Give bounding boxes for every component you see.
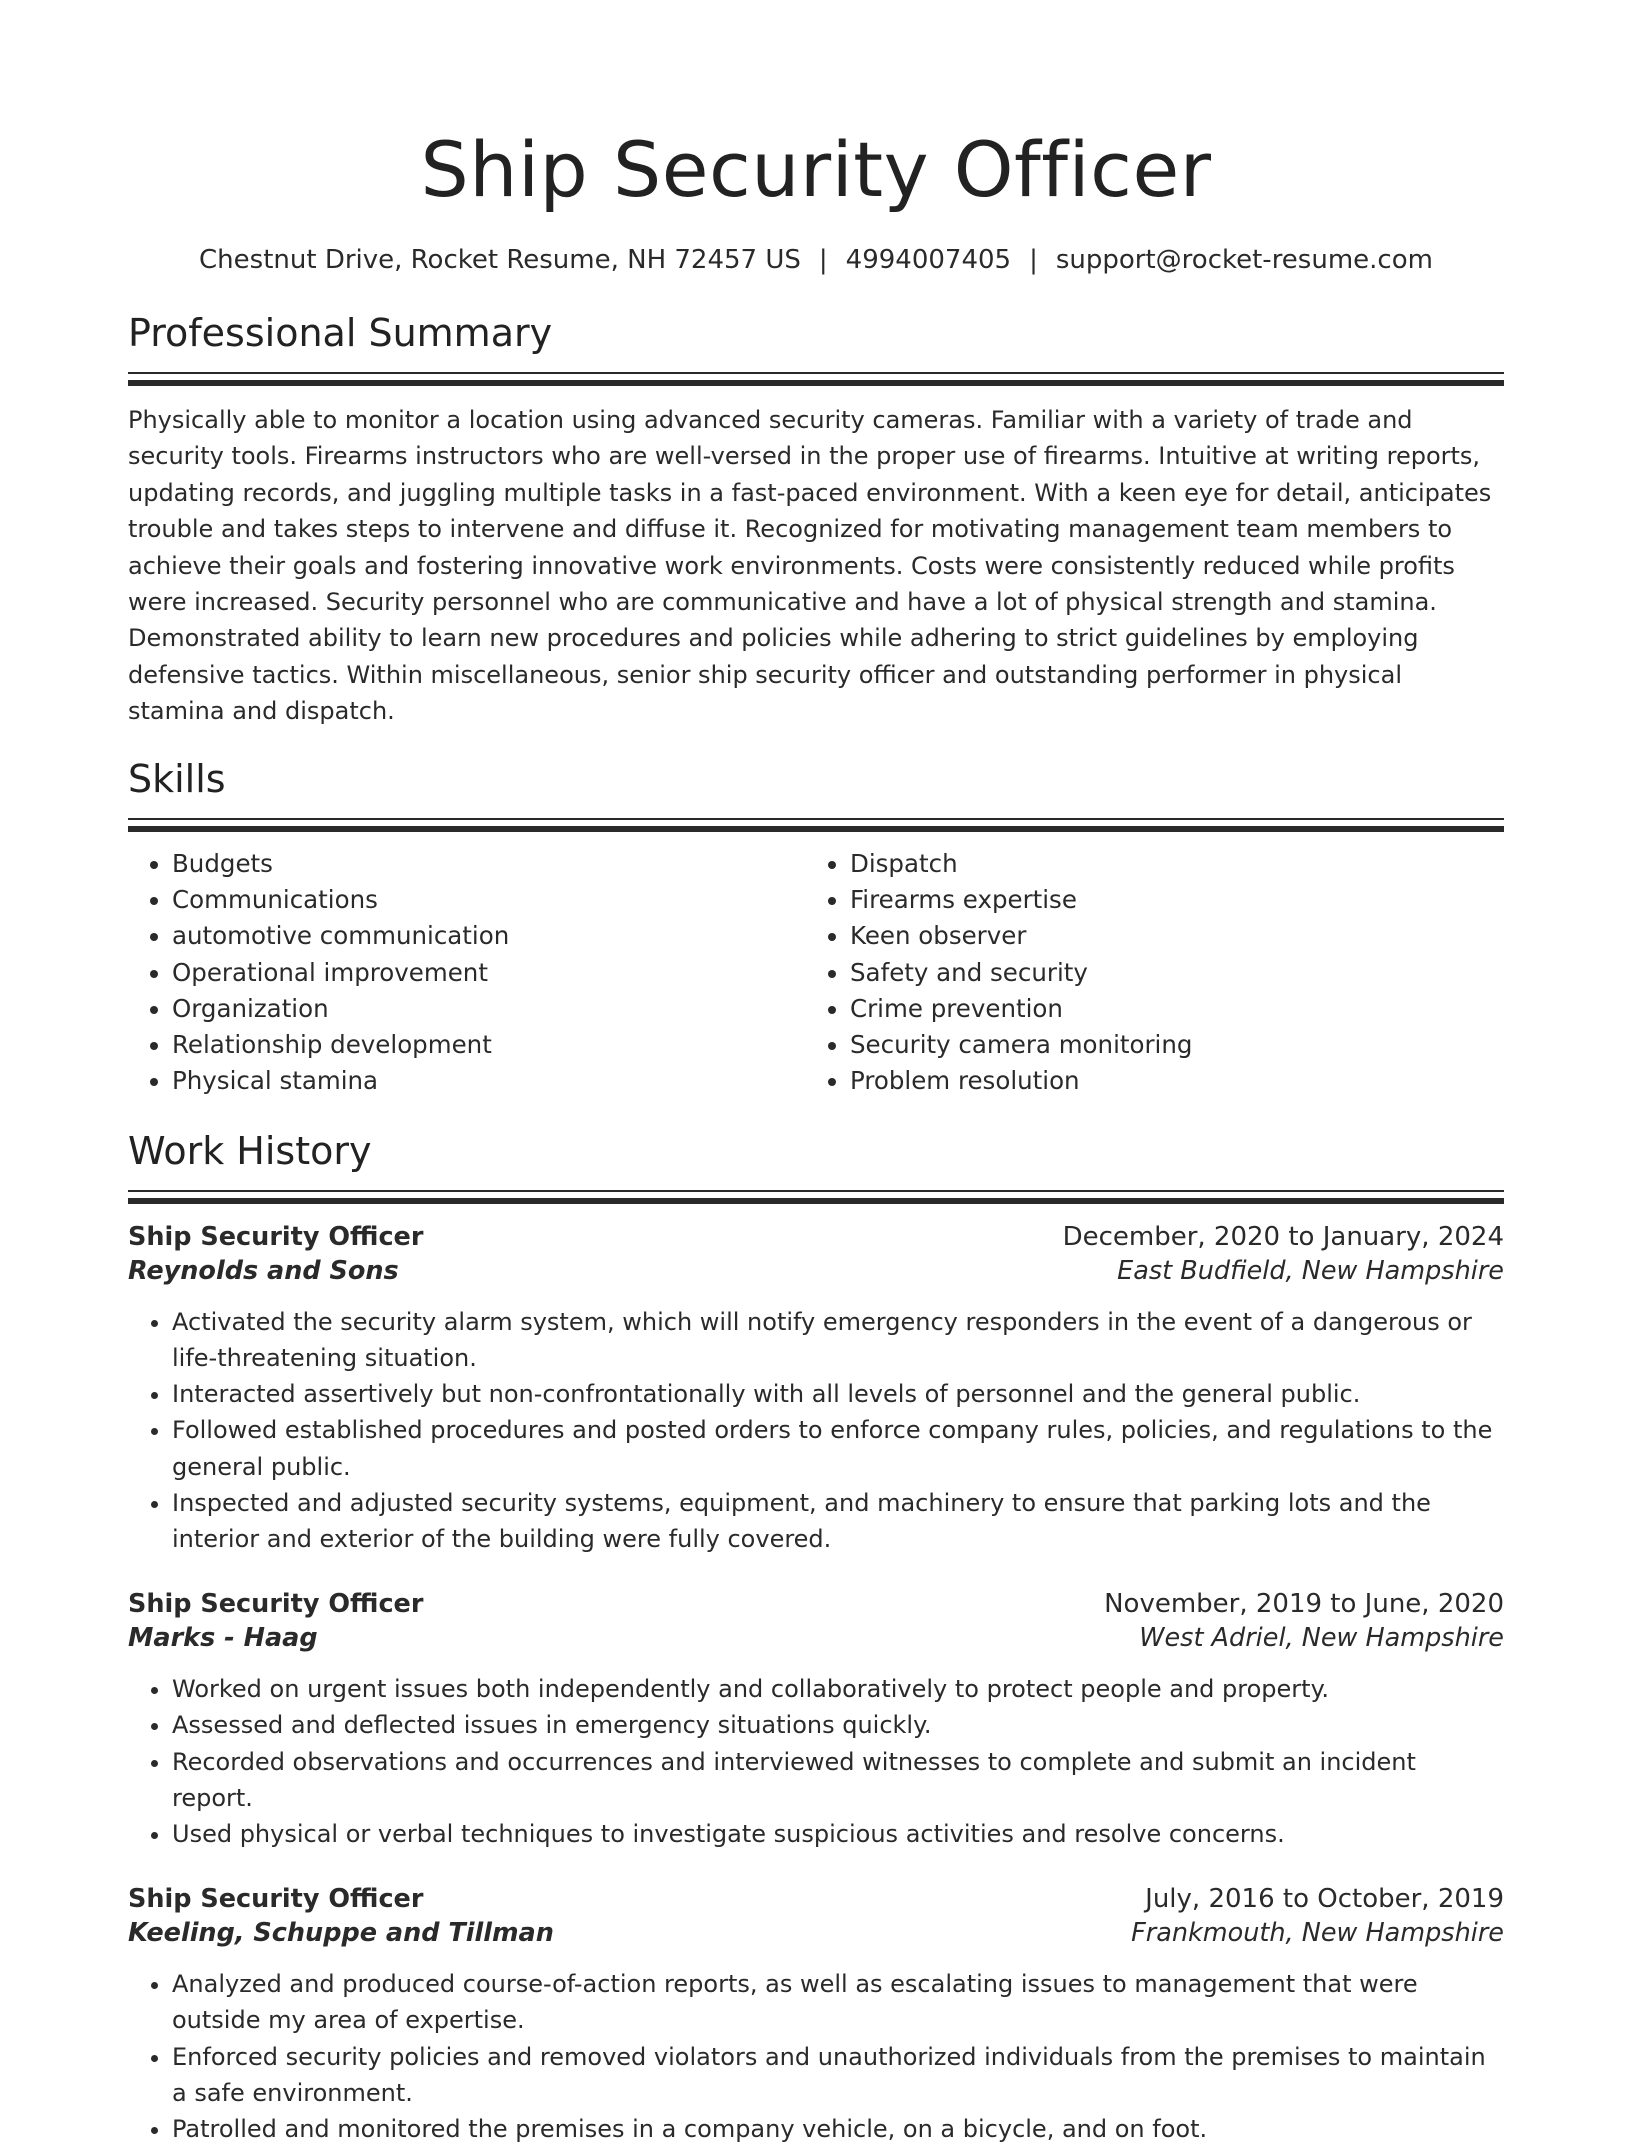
job-title: Ship Security Officer — [128, 1589, 424, 1620]
section-divider — [128, 818, 1504, 832]
job-bullet: • Inspected and adjusted security systems, equipment, and machinery to ensure that parking lots and the interior and exterior of the building were fully covered. — [172, 1485, 1504, 1557]
job-bullet: • Recorded observations and occurrences and interviewed witnesses to complete and submit an incident report. — [172, 1744, 1504, 1816]
contact-address: Chestnut Drive, Rocket Resume, NH 72457 US — [199, 245, 801, 275]
section-title-work-history: Work History — [128, 1128, 372, 1173]
skills-columns — [128, 846, 1504, 1100]
skill-item: • Security camera monitoring — [850, 1027, 1484, 1063]
contact-separator: | — [818, 245, 828, 275]
job-location: East Budfield, New Hampshire — [1117, 1255, 1504, 1286]
contact-phone: 4994007405 — [845, 245, 1012, 275]
skill-item: • Safety and security — [850, 955, 1484, 991]
work-history-section — [128, 1126, 1504, 2147]
section-divider — [128, 1190, 1504, 1204]
skills-list-right — [806, 846, 1484, 1100]
skill-item: • Firearms expertise — [850, 882, 1484, 918]
job-title: Ship Security Officer — [128, 1884, 424, 1915]
job-entry — [128, 1589, 1504, 1852]
contact-email: support@rocket-resume.com — [1055, 245, 1433, 275]
candidate-name: Ship Security Officer — [420, 125, 1212, 214]
job-bullet: • Patrolled and monitored the premises in a company vehicle, on a bicycle, and on foot. — [172, 2111, 1504, 2147]
skills-section — [128, 754, 1504, 1100]
job-bullet: • Activated the security alarm system, which will notify emergency responders in the event of a dangerous or life-threatening situation. — [172, 1304, 1504, 1376]
job-bullet-list — [128, 1966, 1504, 2147]
contact-line — [128, 242, 1504, 278]
job-bullet: • Analyzed and produced course-of-action reports, as well as escalating issues to management that were outside my area of expertise. — [172, 1966, 1504, 2038]
job-entry — [128, 1222, 1504, 1557]
job-title: Ship Security Officer — [128, 1221, 424, 1252]
job-company: Keeling, Schuppe and Tillman — [128, 1918, 554, 1949]
skill-item: • Problem resolution — [850, 1063, 1484, 1099]
job-company: Reynolds and Sons — [128, 1255, 399, 1286]
job-bullet: • Used physical or verbal techniques to investigate suspicious activities and resolve concerns. — [172, 1816, 1504, 1852]
job-dates: December, 2020 to January, 2024 — [1062, 1221, 1504, 1252]
job-location: Frankmouth, New Hampshire — [1131, 1918, 1504, 1949]
skill-item: • Physical stamina — [172, 1063, 806, 1099]
skill-item: • Operational improvement — [172, 955, 806, 991]
job-bullet: • Followed established procedures and posted orders to enforce company rules, policies, and regulations to the general public. — [172, 1412, 1504, 1484]
skills-list-left — [128, 846, 806, 1100]
job-header — [128, 1884, 1504, 1914]
job-bullet: • Enforced security policies and removed violators and unauthorized individuals from the premises to maintain a safe environment. — [172, 2039, 1504, 2111]
section-divider — [128, 372, 1504, 386]
job-entry — [128, 1884, 1504, 2147]
job-bullet-list — [128, 1671, 1504, 1852]
job-subheader — [128, 1256, 1504, 1286]
skill-item: • Organization — [172, 991, 806, 1027]
job-dates: November, 2019 to June, 2020 — [1104, 1589, 1504, 1620]
job-bullet: • Interacted assertively but non-confrontationally with all levels of personnel and the general public. — [172, 1376, 1504, 1412]
job-header — [128, 1589, 1504, 1619]
skill-item: • Dispatch — [850, 846, 1484, 882]
skill-item: • Relationship development — [172, 1027, 806, 1063]
skill-item: • Keen observer — [850, 918, 1484, 954]
job-bullet-list — [128, 1304, 1504, 1557]
job-bullet: • Worked on urgent issues both independently and collaboratively to protect people and property. — [172, 1671, 1504, 1707]
job-subheader — [128, 1623, 1504, 1653]
job-company: Marks - Haag — [128, 1623, 318, 1654]
skill-item: • automotive communication — [172, 918, 806, 954]
resume-page — [128, 0, 1504, 2147]
section-title-summary: Professional Summary — [128, 311, 553, 355]
job-dates: July, 2016 to October, 2019 — [1145, 1884, 1504, 1915]
job-header — [128, 1222, 1504, 1252]
skill-item: • Communications — [172, 882, 806, 918]
section-title-skills: Skills — [128, 756, 226, 801]
job-location: West Adriel, New Hampshire — [1139, 1623, 1504, 1654]
contact-separator: | — [1029, 245, 1038, 275]
skill-item: • Budgets — [172, 846, 806, 882]
summary-section — [128, 308, 1504, 730]
summary-text: Physically able to monitor a location using advanced security cameras. Familiar with a variety of trade and security tools. Firearms instructors who are well-versed in the proper use of firearms. Intuitive at writing reports, updating records, and juggling multiple tasks in a fast-paced environment. With a keen eye for detail, anticipates trouble and takes steps to intervene and diffuse it. Recognized for motivating management team members to achieve their goals and fostering innovative work environments. Costs were consistently reduced while profits were increased. Security personnel who are communicative and have a lot of physical strength and stamina. Demonstrated ability to learn new procedures and policies while adhering to strict guidelines by employing defensive tactics. Within miscellaneous, senior ship security officer and outstanding performer in physical stamina and dispatch. — [128, 406, 1492, 726]
skill-item: • Crime prevention — [850, 991, 1484, 1027]
job-bullet: • Assessed and deflected issues in emergency situations quickly. — [172, 1707, 1504, 1743]
job-subheader — [128, 1918, 1504, 1948]
